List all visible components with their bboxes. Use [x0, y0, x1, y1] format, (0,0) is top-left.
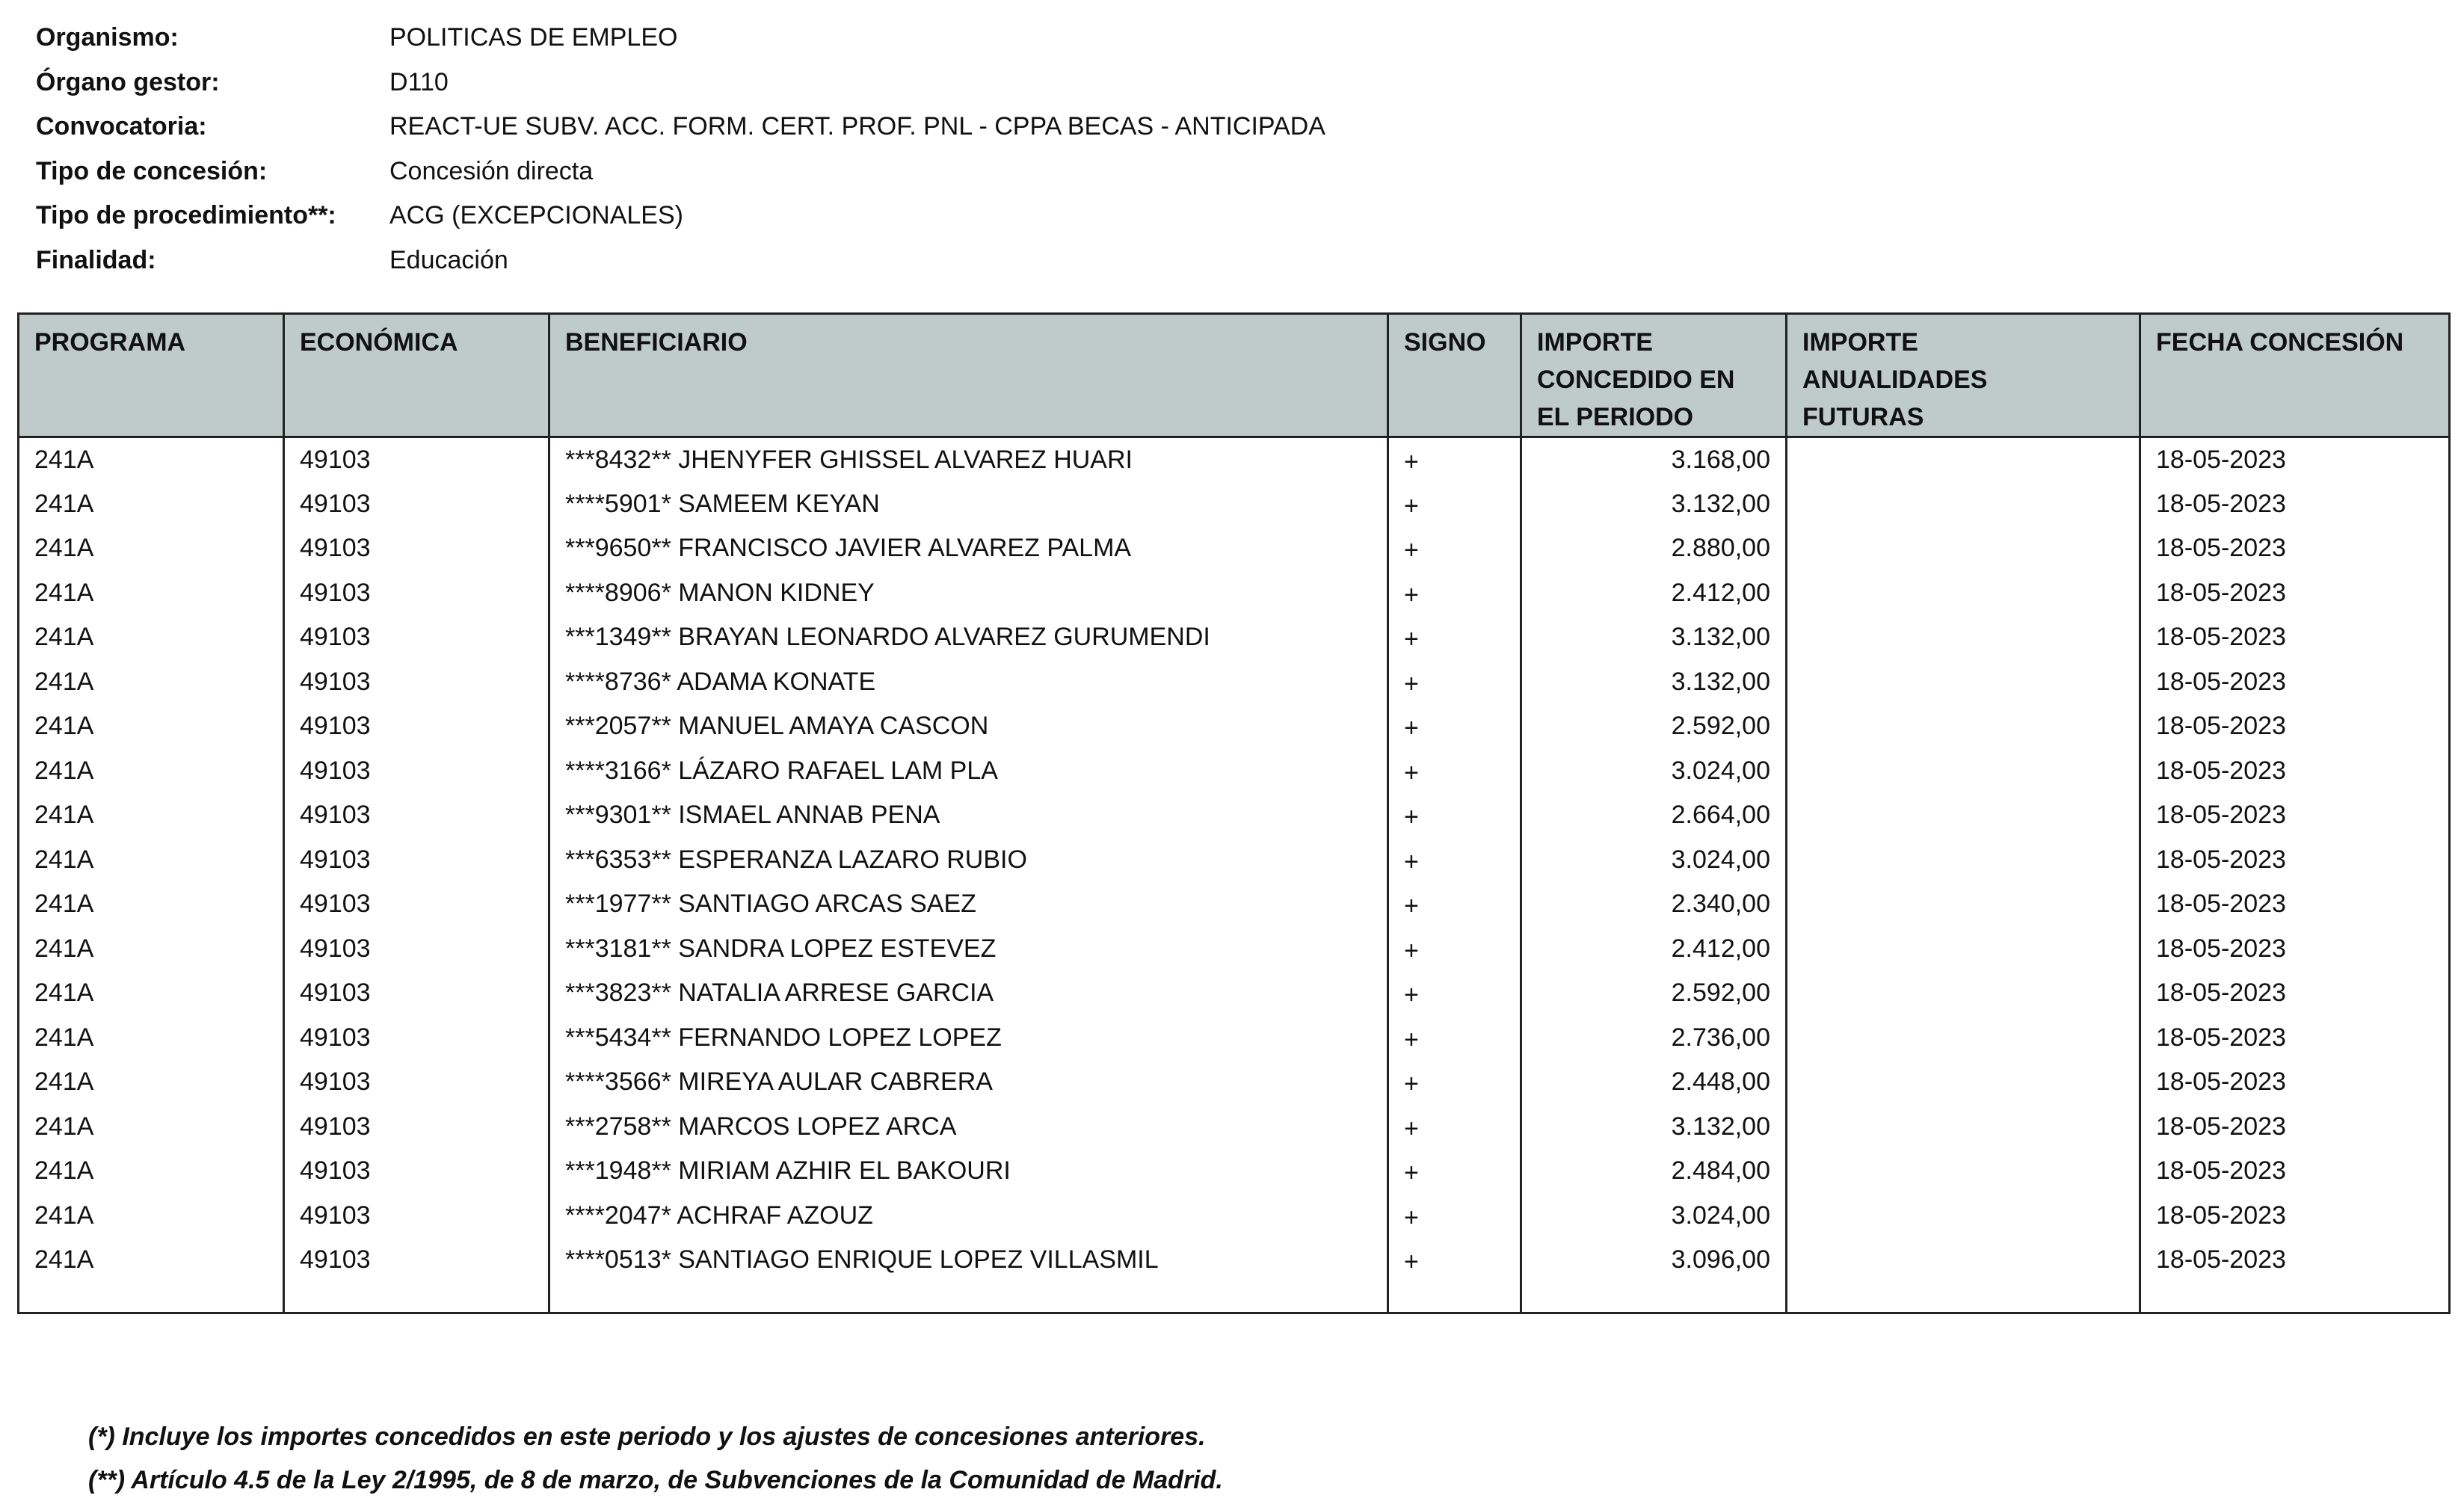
table-header	[19, 314, 2450, 437]
meta-row	[36, 67, 2279, 112]
signo-cell: +	[1388, 1060, 1521, 1105]
programa-cell: 241A	[19, 526, 284, 571]
table-row	[19, 926, 2450, 971]
signo-cell: +	[1388, 1238, 1521, 1283]
fecha-cell: 18-05-2023	[2140, 1149, 2450, 1194]
futuras-cell	[1787, 526, 2140, 571]
beneficiario-cell: ***6353** ESPERANZA LAZARO RUBIO	[549, 837, 1388, 882]
beneficiario-cell: ***3823** NATALIA ARRESE GARCIA	[549, 971, 1388, 1016]
beneficiario-cell: ***8432** JHENYFER GHISSEL ALVAREZ HUARI	[549, 437, 1388, 482]
futuras-cell	[1787, 570, 2140, 615]
economica-cell: 49103	[284, 971, 549, 1016]
futuras-cell	[1787, 1015, 2140, 1060]
table-row	[19, 1015, 2450, 1060]
importe-cell: 3.024,00	[1521, 1193, 1787, 1238]
economica-cell: 49103	[284, 926, 549, 971]
economica-cell: 49103	[284, 1060, 549, 1105]
table-row	[19, 1149, 2450, 1194]
futuras-cell	[1787, 481, 2140, 526]
importe-cell: 2.484,00	[1521, 1149, 1787, 1194]
economica-cell: 49103	[284, 748, 549, 793]
economica-cell: 49103	[284, 659, 549, 704]
footnote: (**) Artículo 4.5 de la Ley 2/1995, de 8 de marzo, de Subvenciones de la Comunidad de Madrid.	[88, 1466, 1223, 1494]
economica-cell: 49103	[284, 526, 549, 571]
column-header-line: SIGNO	[1404, 328, 1486, 357]
column-header	[1787, 314, 2140, 437]
programa-cell: 241A	[19, 437, 284, 482]
beneficiario-cell: ****0513* SANTIAGO ENRIQUE LOPEZ VILLASMIL	[549, 1238, 1388, 1283]
table-row	[19, 748, 2450, 793]
economica-cell: 49103	[284, 1015, 549, 1060]
programa-cell: 241A	[19, 1060, 284, 1105]
beneficiario-cell: ***2758** MARCOS LOPEZ ARCA	[549, 1104, 1388, 1149]
economica-cell: 49103	[284, 570, 549, 615]
fecha-cell: 18-05-2023	[2140, 526, 2450, 571]
importe-cell: 3.132,00	[1521, 615, 1787, 660]
signo-cell: +	[1388, 837, 1521, 882]
filler-cell	[2140, 1282, 2450, 1313]
programa-cell: 241A	[19, 1015, 284, 1060]
meta-value: REACT-UE SUBV. ACC. FORM. CERT. PROF. PNL - CPPA BECAS - ANTICIPADA	[389, 112, 1325, 141]
meta-label: Órgano gestor:	[36, 67, 220, 96]
column-header-line: ECONÓMICA	[300, 328, 458, 357]
meta-value: D110	[389, 67, 449, 96]
economica-cell: 49103	[284, 1193, 549, 1238]
economica-cell: 49103	[284, 615, 549, 660]
economica-cell: 49103	[284, 481, 549, 526]
table-row	[19, 481, 2450, 526]
importe-cell: 3.024,00	[1521, 837, 1787, 882]
futuras-cell	[1787, 882, 2140, 927]
importe-cell: 3.024,00	[1521, 748, 1787, 793]
fecha-cell: 18-05-2023	[2140, 437, 2450, 482]
economica-cell: 49103	[284, 1149, 549, 1194]
fecha-cell: 18-05-2023	[2140, 748, 2450, 793]
signo-cell: +	[1388, 659, 1521, 704]
table-row	[19, 526, 2450, 571]
programa-cell: 241A	[19, 1238, 284, 1283]
importe-cell: 2.736,00	[1521, 1015, 1787, 1060]
fecha-cell: 18-05-2023	[2140, 659, 2450, 704]
programa-cell: 241A	[19, 882, 284, 927]
beneficiario-cell: ****3566* MIREYA AULAR CABRERA	[549, 1060, 1388, 1105]
beneficiario-cell: ****2047* ACHRAF AZOUZ	[549, 1193, 1388, 1238]
futuras-cell	[1787, 1149, 2140, 1194]
importe-cell: 3.132,00	[1521, 659, 1787, 704]
importe-cell: 2.664,00	[1521, 793, 1787, 838]
fecha-cell: 18-05-2023	[2140, 971, 2450, 1016]
futuras-cell	[1787, 1060, 2140, 1105]
economica-cell: 49103	[284, 837, 549, 882]
table-body	[19, 437, 2450, 1313]
column-header	[19, 314, 284, 437]
programa-cell: 241A	[19, 926, 284, 971]
futuras-cell	[1787, 659, 2140, 704]
programa-cell: 241A	[19, 570, 284, 615]
table-row	[19, 882, 2450, 927]
futuras-cell	[1787, 926, 2140, 971]
signo-cell: +	[1388, 1104, 1521, 1149]
beneficiario-cell: ***1948** MIRIAM AZHIR EL BAKOURI	[549, 1149, 1388, 1194]
meta-row	[36, 245, 2279, 290]
importe-cell: 2.448,00	[1521, 1060, 1787, 1105]
table-row	[19, 1060, 2450, 1105]
table-row	[19, 704, 2450, 749]
importe-cell: 3.096,00	[1521, 1238, 1787, 1283]
column-header	[1388, 314, 1521, 437]
meta-row	[36, 22, 2279, 67]
fecha-cell: 18-05-2023	[2140, 793, 2450, 838]
meta-label: Tipo de procedimiento**:	[36, 201, 336, 229]
programa-cell: 241A	[19, 615, 284, 660]
economica-cell: 49103	[284, 793, 549, 838]
meta-value: Educación	[389, 245, 508, 274]
fecha-cell: 18-05-2023	[2140, 570, 2450, 615]
meta-row	[36, 111, 2279, 156]
footnotes	[88, 1415, 1223, 1502]
column-header-line: FECHA CONCESIÓN	[2156, 328, 2404, 357]
column-header	[1521, 314, 1787, 437]
column-header-line: IMPORTE	[1802, 328, 1918, 357]
programa-cell: 241A	[19, 659, 284, 704]
meta-row	[36, 156, 2279, 201]
filler-cell	[1521, 1282, 1787, 1313]
fecha-cell: 18-05-2023	[2140, 837, 2450, 882]
economica-cell: 49103	[284, 1104, 549, 1149]
column-header	[549, 314, 1388, 437]
signo-cell: +	[1388, 481, 1521, 526]
filler-cell	[549, 1282, 1388, 1313]
beneficiario-cell: ***5434** FERNANDO LOPEZ LOPEZ	[549, 1015, 1388, 1060]
fecha-cell: 18-05-2023	[2140, 704, 2450, 749]
table-row	[19, 837, 2450, 882]
meta-value: POLITICAS DE EMPLEO	[389, 23, 678, 52]
beneficiario-cell: ***9301** ISMAEL ANNAB PENA	[549, 793, 1388, 838]
meta-value: Concesión directa	[389, 156, 594, 185]
importe-cell: 2.592,00	[1521, 971, 1787, 1016]
importe-cell: 3.168,00	[1521, 437, 1787, 482]
signo-cell: +	[1388, 704, 1521, 749]
signo-cell: +	[1388, 1149, 1521, 1194]
beneficiario-cell: ****5901* SAMEEM KEYAN	[549, 481, 1388, 526]
footnote: (*) Incluye los importes concedidos en este periodo y los ajustes de concesiones anteriores.	[88, 1423, 1206, 1451]
meta-label: Convocatoria:	[36, 112, 207, 141]
document-header	[36, 22, 2279, 289]
table-row	[19, 1238, 2450, 1283]
futuras-cell	[1787, 704, 2140, 749]
column-header	[2140, 314, 2450, 437]
column-header-line: ANUALIDADES	[1802, 366, 1988, 394]
beneficiario-cell: ***1977** SANTIAGO ARCAS SAEZ	[549, 882, 1388, 927]
table-row	[19, 793, 2450, 838]
signo-cell: +	[1388, 615, 1521, 660]
economica-cell: 49103	[284, 1238, 549, 1283]
programa-cell: 241A	[19, 1104, 284, 1149]
programa-cell: 241A	[19, 481, 284, 526]
fecha-cell: 18-05-2023	[2140, 1104, 2450, 1149]
futuras-cell	[1787, 971, 2140, 1016]
filler-cell	[1787, 1282, 2140, 1313]
meta-value: ACG (EXCEPCIONALES)	[389, 201, 683, 229]
signo-cell: +	[1388, 882, 1521, 927]
column-header-line: BENEFICIARIO	[565, 328, 748, 357]
meta-label: Finalidad:	[36, 245, 156, 274]
economica-cell: 49103	[284, 437, 549, 482]
beneficiario-cell: ***2057** MANUEL AMAYA CASCON	[549, 704, 1388, 749]
beneficiario-cell: ***9650** FRANCISCO JAVIER ALVAREZ PALMA	[549, 526, 1388, 571]
importe-cell: 3.132,00	[1521, 481, 1787, 526]
fecha-cell: 18-05-2023	[2140, 1015, 2450, 1060]
fecha-cell: 18-05-2023	[2140, 481, 2450, 526]
column-header	[284, 314, 549, 437]
fecha-cell: 18-05-2023	[2140, 1060, 2450, 1105]
futuras-cell	[1787, 1238, 2140, 1283]
signo-cell: +	[1388, 971, 1521, 1016]
fecha-cell: 18-05-2023	[2140, 615, 2450, 660]
programa-cell: 241A	[19, 1149, 284, 1194]
importe-cell: 3.132,00	[1521, 1104, 1787, 1149]
filler-cell	[284, 1282, 549, 1313]
futuras-cell	[1787, 1193, 2140, 1238]
futuras-cell	[1787, 837, 2140, 882]
futuras-cell	[1787, 1104, 2140, 1149]
table-row	[19, 570, 2450, 615]
programa-cell: 241A	[19, 748, 284, 793]
grants-table	[17, 312, 2451, 1314]
table-row	[19, 659, 2450, 704]
beneficiario-cell: ***3181** SANDRA LOPEZ ESTEVEZ	[549, 926, 1388, 971]
fecha-cell: 18-05-2023	[2140, 882, 2450, 927]
programa-cell: 241A	[19, 793, 284, 838]
importe-cell: 2.880,00	[1521, 526, 1787, 571]
table-filler-row	[19, 1282, 2450, 1313]
column-header-line: EL PERIODO	[1537, 403, 1694, 431]
economica-cell: 49103	[284, 704, 549, 749]
importe-cell: 2.340,00	[1521, 882, 1787, 927]
programa-cell: 241A	[19, 971, 284, 1016]
column-header-line: FUTURAS	[1802, 403, 1924, 431]
beneficiario-cell: ****8736* ADAMA KONATE	[549, 659, 1388, 704]
header-row	[19, 314, 2450, 437]
column-header-line: PROGRAMA	[34, 328, 186, 357]
programa-cell: 241A	[19, 704, 284, 749]
importe-cell: 2.412,00	[1521, 926, 1787, 971]
futuras-cell	[1787, 437, 2140, 482]
table-row	[19, 971, 2450, 1016]
beneficiario-cell: ****3166* LÁZARO RAFAEL LAM PLA	[549, 748, 1388, 793]
signo-cell: +	[1388, 1193, 1521, 1238]
futuras-cell	[1787, 793, 2140, 838]
filler-cell	[19, 1282, 284, 1313]
programa-cell: 241A	[19, 1193, 284, 1238]
signo-cell: +	[1388, 1015, 1521, 1060]
table-row	[19, 437, 2450, 482]
economica-cell: 49103	[284, 882, 549, 927]
table-row	[19, 1104, 2450, 1149]
meta-label: Organismo:	[36, 23, 179, 52]
beneficiario-cell: ***1349** BRAYAN LEONARDO ALVAREZ GURUMENDI	[549, 615, 1388, 660]
meta-row	[36, 200, 2279, 245]
table-row	[19, 615, 2450, 660]
importe-cell: 2.412,00	[1521, 570, 1787, 615]
meta-label: Tipo de concesión:	[36, 156, 268, 185]
fecha-cell: 18-05-2023	[2140, 1238, 2450, 1283]
importe-cell: 2.592,00	[1521, 704, 1787, 749]
signo-cell: +	[1388, 437, 1521, 482]
signo-cell: +	[1388, 793, 1521, 838]
signo-cell: +	[1388, 570, 1521, 615]
futuras-cell	[1787, 615, 2140, 660]
filler-cell	[1388, 1282, 1521, 1313]
futuras-cell	[1787, 748, 2140, 793]
fecha-cell: 18-05-2023	[2140, 926, 2450, 971]
signo-cell: +	[1388, 748, 1521, 793]
table-row	[19, 1193, 2450, 1238]
column-header-line: IMPORTE	[1537, 328, 1653, 357]
signo-cell: +	[1388, 526, 1521, 571]
column-header-line: CONCEDIDO EN	[1537, 366, 1735, 394]
programa-cell: 241A	[19, 837, 284, 882]
beneficiario-cell: ****8906* MANON KIDNEY	[549, 570, 1388, 615]
fecha-cell: 18-05-2023	[2140, 1193, 2450, 1238]
signo-cell: +	[1388, 926, 1521, 971]
